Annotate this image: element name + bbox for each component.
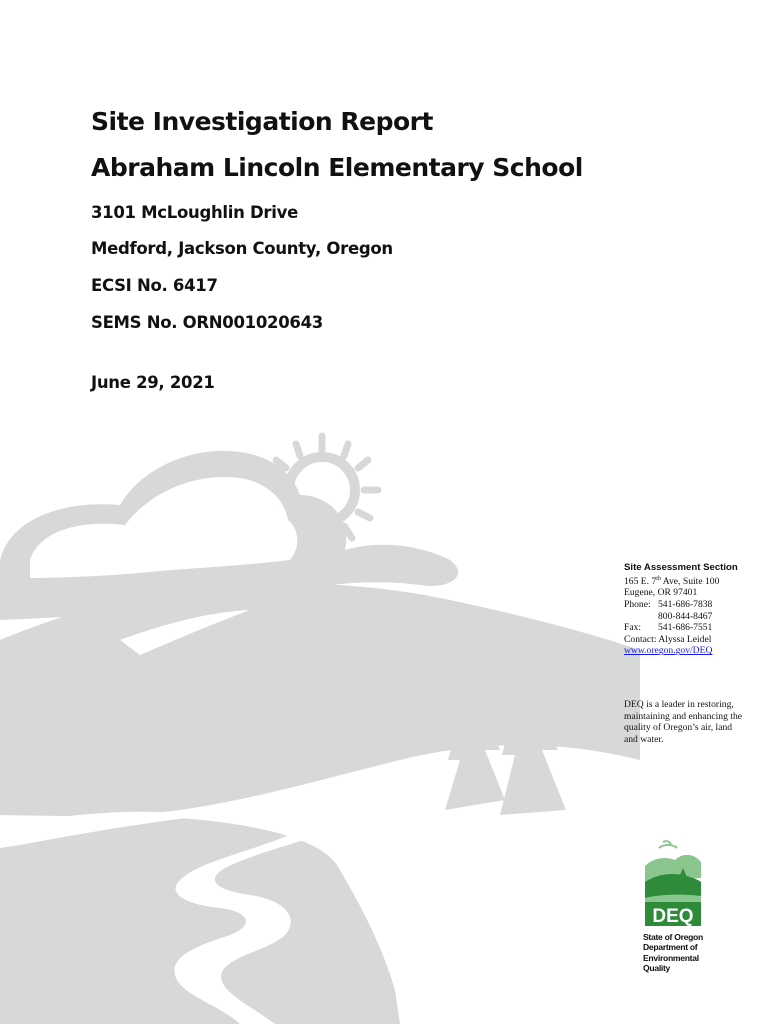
fax-number: 541-686-7551 (658, 622, 713, 634)
report-date: June 29, 2021 (91, 373, 215, 392)
site-name: Abraham Lincoln Elementary School (91, 153, 583, 182)
city-state-zip: Eugene, OR 97401 (624, 587, 698, 599)
site-location: Medford, Jackson County, Oregon (91, 239, 393, 258)
website-link[interactable]: www.oregon.gov/DEQ (624, 645, 713, 657)
logo-mark: DEQ (652, 906, 694, 927)
fax-row (624, 622, 764, 634)
contact-person: Contact: Alyssa Leidel (624, 633, 712, 645)
agency-name: State of Oregon Department of Environmental Quality (643, 932, 703, 974)
contact-block (624, 562, 764, 657)
phone-number-tollfree: 800-844-8467 (658, 610, 713, 622)
phone-row (624, 599, 764, 611)
report-title: Site Investigation Report (91, 107, 433, 136)
phone-label: Phone: (624, 598, 651, 610)
site-address: 3101 McLoughlin Drive (91, 203, 298, 222)
deq-logo-icon (643, 838, 705, 928)
phone-number: 541-686-7838 (658, 598, 713, 610)
sems-number: SEMS No. ORN001020643 (91, 313, 323, 332)
fax-label: Fax: (624, 622, 642, 634)
section-name: Site Assessment Section (624, 562, 738, 573)
ecsi-number: ECSI No. 6417 (91, 276, 218, 295)
street-address: 165 E. 7th Ave, Suite 100 (624, 575, 720, 587)
deq-tagline: DEQ is a leader in restoring, maintaining and enhancing the quality of Oregon’s air, land and water. (624, 699, 743, 745)
